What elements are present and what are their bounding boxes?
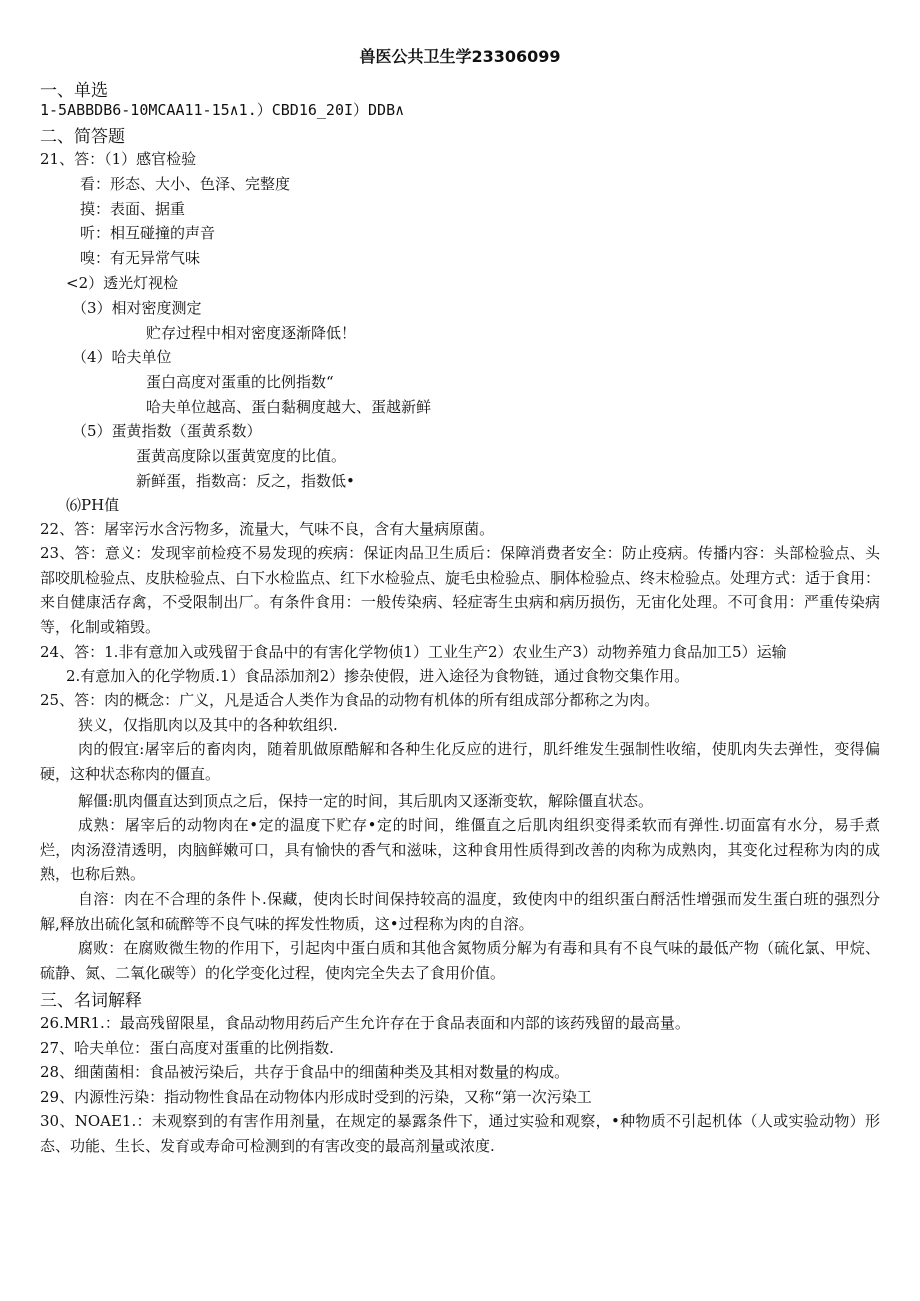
term-30: 30、NOAE1.：未观察到的有害作用剂量，在规定的暴露条件下，通过实验和观察，•种物质不引起机体（人或实验动物）形态、功能、生长、发育或寿命可检测到的有害改变的最高剂量或浓度. [40,1112,880,1155]
q21-item-5-detail-b: 新鲜蛋，指数高：反之，指数低• [136,472,355,490]
q21-touch: 摸：表面、据重 [80,200,186,218]
q25-spoilage: 腐败：在腐败微生物的作用下，引起肉中蛋白质和其他含氮物质分解为有毒和具有不良气味的最低产物（硫化氯、甲烷、硫静、氮、二氧化碳等）的化学变化过程，使肉完全失去了食用价值。 [40,939,880,982]
q25-rigor: 肉的假宜:屠宰后的畜肉肉，随着肌做原酷解和各种生化反应的进行，肌纤维发生强制性收缩，使肌肉失去弹性，变得偏硬，这种状态称肉的僵直。 [40,740,880,783]
q21-item-4-detail-a: 蛋白高度对蛋重的比例指数“ [146,373,334,391]
q21-heading: 21、答：（1）感官检验 [40,150,197,168]
q25-resolution: 解僵:肌肉僵直达到顶点之后，保持一定的时间，其后肌肉又逐渐变软，解除僵直状态。 [78,792,654,810]
term-27: 27、哈夫单位：蛋白高度对蛋重的比例指数. [40,1039,334,1057]
term-26: 26.MR1.：最高残留限星，食品动物用药后产生允许存在于食品表面和内部的该药残留的最高量。 [40,1014,690,1032]
q24-answer-line-1: 24、答：1.非有意加入或残留于食品中的有害化学物侦1）工业生产2）农业生产3）动物养殖力食品加工5）运输 [40,643,787,661]
q23-answer: 23、答：意义：发现宰前检疫不易发现的疾病：保证肉品卫生质后：保障消费者安全：防止疫病。传播内容：头部检验点、头部咬肌检验点、皮肤检验点、白下水检监点、红下水检验点、旋毛虫检验点、胴体检验点、终末检验点。处理方式：适于食用：来自健康活存禽，不受限制出厂。有条件食用：一般传染病、轻症寄生虫病和病历损伤，无宙化处理。不可食用：严重传染病等，化制或箱毁。 [40,544,881,636]
section-heading-terms: 三、名词解释 [40,991,142,1011]
single-choice-answers: 1-5ABBDB6-10MCAA11-15∧1.）CBD16_20I）DDB∧ [40,101,405,119]
q25-answer-intro: 25、答：肉的概念：广义，凡是适合人类作为食品的动物有机体的所有组成部分都称之为肉。 [40,691,660,709]
q21-item-2: <2）透光灯视检 [66,274,179,292]
q25-narrow-definition: 狭义，仅指肌肉以及其中的各种软组织. [78,716,338,734]
q21-item-5: （5）蛋黄指数（蛋黄系数） [72,422,262,440]
term-29: 29、内源性污染：指动物性食品在动物体内形成时受到的污染，又称“第一次污染工 [40,1088,592,1106]
section-heading-short-answer: 二、简答题 [40,127,125,147]
q21-item-3: （3）相对密度测定 [72,299,202,317]
q22-answer: 22、答：屠宰污水含污物多，流量大，气味不良，含有大量病原菌。 [40,520,495,538]
q21-item-5-detail-a: 蛋黄高度除以蛋黄宽度的比值。 [136,447,347,465]
q21-item-3-detail: 贮存过程中相对密度逐渐降低！ [146,324,357,342]
q24-answer-line-2: 2.有意加入的化学物质.1）食品添加剂2）掺杂使假，进入途径为食物链，通过食物交集作用。 [66,667,690,685]
term-28: 28、细菌菌相：食品被污染后，共存于食品中的细菌种类及其相对数量的构成。 [40,1063,570,1081]
q21-item-4-detail-b: 哈夫单位越高、蛋白黏稠度越大、蛋越新鲜 [146,398,432,416]
section-heading-single-choice: 一、单选 [40,81,108,101]
q21-smell: 嗅：有无异常气味 [80,249,201,267]
q25-autolysis: 自溶：肉在不合理的条件卜.保藏，使肉长时间保持较高的温度，致使肉中的组织蛋白酹活性增强而发生蛋白班的强烈分解,释放出硫化氢和硫醉等不良气味的挥发性物质，这•过程称为肉的自溶。 [40,890,880,933]
document-title: 兽医公共卫生学23306099 [359,47,561,66]
q25-ripening: 成熟：屠宰后的动物肉在•定的温度下贮存•定的时间，维僵直之后肌肉组织变得柔软而有弹性.切面富有水分，易手煮烂，肉汤澄清透明，肉脑鲜嫩可口，具有愉快的香气和滋味，这种食用性质得到改善的肉称为成熟肉，其变化过程称为肉的成熟，也称后熟。 [40,816,880,883]
q21-item-4: （4）哈夫单位 [72,348,172,366]
q21-item-6: ⑹PH值 [66,496,120,514]
q21-see: 看：形态、大小、色泽、完整度 [80,175,291,193]
q21-listen: 听：相互碰撞的声音 [80,224,216,242]
